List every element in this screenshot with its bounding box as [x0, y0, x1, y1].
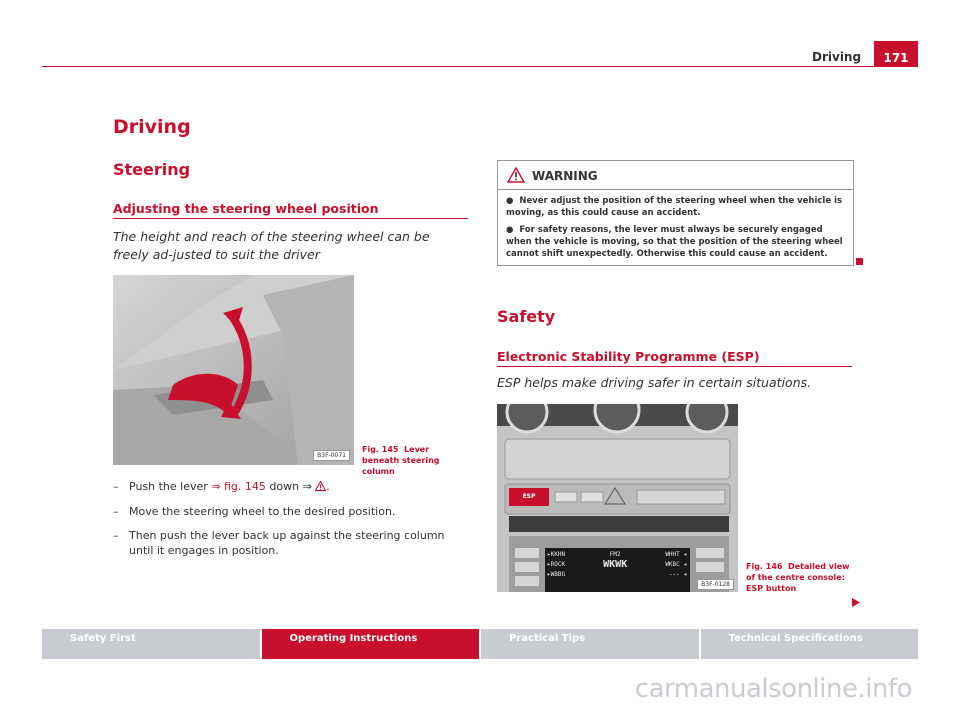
section-title-steering: Steering	[113, 160, 191, 179]
figure-145-code: B3F-0071	[313, 450, 350, 461]
chapter-title: Driving	[113, 116, 191, 138]
page-number-badge: 171	[874, 41, 918, 67]
list-item: ● For safety reasons, the lever must always be securely engaged when the vehicle is moving, so that the position of the steering wheel cannot shift unexpectedly. Otherwise this could cause an accident.	[506, 225, 843, 259]
list-item: – Move the steering wheel to the desired position.	[113, 505, 396, 518]
warning-icon	[507, 167, 525, 187]
figure-146-caption-text: Detailed view of the centre console: ESP button	[746, 562, 850, 593]
subsection-title-steering-wheel: Adjusting the steering wheel position	[113, 201, 379, 216]
figure-145-image	[113, 275, 354, 465]
lead-text-steering: The height and reach of the steering wheel can be freely ad-justed to suit the driver	[113, 229, 430, 262]
footer-nav	[42, 629, 918, 659]
running-header-title: Driving	[812, 50, 862, 64]
warning-box	[497, 160, 854, 266]
instruction-steps	[113, 479, 468, 567]
tab-safety-first[interactable]: Safety First	[42, 629, 260, 659]
list-item: – Then push the lever back up against the steering column until it engages in position.	[113, 529, 445, 557]
subsection-rule	[113, 218, 468, 219]
figure-145-link[interactable]: ⇒ fig. 145	[211, 480, 266, 493]
display-row: ▸WBBG --- ◂	[547, 571, 687, 578]
tab-technical-specifications[interactable]: Technical Specifications	[701, 629, 919, 659]
watermark: carmanualsonline.info	[634, 674, 912, 704]
warning-body	[498, 190, 853, 270]
figure-146-code: B3F-0128	[697, 579, 734, 590]
lead-text-esp: ESP helps make driving safer in certain situations.	[497, 375, 812, 390]
display-row: ▸ROCK WKWK WKBC ◂	[547, 559, 687, 570]
continue-arrow-icon[interactable]	[852, 592, 860, 611]
header-rule	[42, 66, 918, 67]
warning-title: WARNING	[532, 169, 598, 183]
steering-lever-illustration	[113, 275, 354, 465]
figure-145-caption-text: Lever beneath steering column	[362, 445, 440, 476]
list-item: – Push the lever ⇒ fig. 145 down ⇒ .	[113, 480, 330, 493]
figure-145-caption	[362, 444, 467, 477]
list-item: ● Never adjust the position of the steering wheel when the vehicle is moving, as this could cause an accident.	[506, 196, 843, 218]
figure-145-label: Fig. 145	[362, 445, 399, 454]
section-title-safety: Safety	[497, 307, 556, 326]
display-row: ▸KKHN FM2 WHHT ◂	[547, 551, 687, 558]
figure-146-label: Fig. 146	[746, 562, 783, 571]
tab-operating-instructions[interactable]: Operating Instructions	[262, 629, 480, 659]
tab-practical-tips[interactable]: Practical Tips	[481, 629, 699, 659]
warning-header	[498, 161, 853, 190]
warning-triangle-icon[interactable]	[315, 480, 326, 495]
section-end-marker	[856, 258, 863, 265]
radio-display	[547, 550, 687, 590]
esp-button[interactable]: ESP	[522, 493, 536, 500]
figure-146-caption	[746, 561, 854, 594]
subsection-title-esp: Electronic Stability Programme (ESP)	[497, 349, 760, 364]
subsection-rule	[497, 366, 852, 367]
figure-146-image	[497, 404, 738, 592]
